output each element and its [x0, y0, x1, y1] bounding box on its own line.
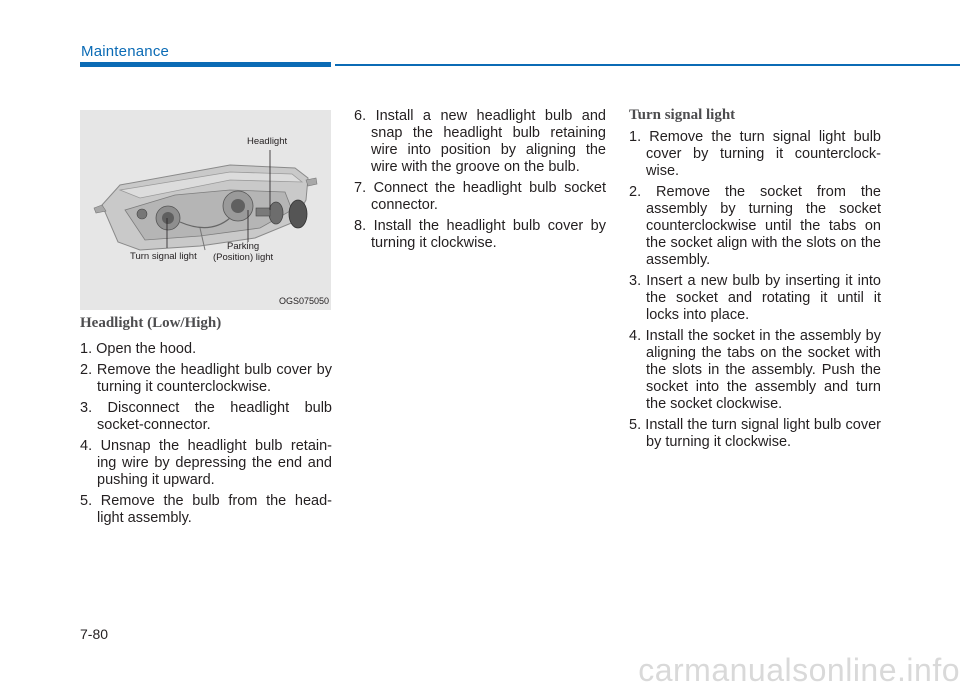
turn-signal-steps	[629, 129, 881, 455]
headlight-figure	[80, 110, 331, 310]
page-number: 7-80	[80, 626, 109, 642]
headlight-steps-col1	[80, 341, 332, 531]
turn-signal-section-title: Turn signal light	[629, 107, 736, 123]
figure-label-turn-signal: Turn signal light	[130, 251, 197, 262]
watermark: carmanualsonline.info	[638, 652, 960, 688]
list-item: 7. Connect the headlight bulb socket connector.	[354, 180, 606, 213]
list-item: 5. Install the turn signal light bulb cover by turning it clockwise.	[629, 417, 881, 450]
list-item: 1. Open the hood.	[80, 341, 197, 357]
figure-label-headlight: Headlight	[247, 136, 288, 147]
headlight-section-title: Headlight (Low/High)	[80, 315, 222, 331]
list-item: 3. Insert a new bulb by inserting it into the socket and rotating it until it locks into place.	[629, 273, 881, 323]
figure-code: OGS075050	[278, 296, 329, 306]
list-item: 5. Remove the bulb from the head- light assembly.	[80, 493, 332, 526]
list-item: 4. Unsnap the headlight bulb retain- ing wire by depressing the end and pushing it upward.	[80, 438, 332, 488]
list-item: 6. Install a new headlight bulb and snap the headlight bulb retaining wire into position by aligning the wire with the groove on the bulb.	[354, 108, 606, 175]
figure-label-parking-light: Parking (Position) light	[213, 241, 274, 263]
list-item: 8. Install the headlight bulb cover by turning it clockwise.	[354, 218, 606, 251]
header-rule-thin	[335, 64, 960, 66]
section-header-title: Maintenance	[81, 43, 170, 60]
list-item: 2. Remove the headlight bulb cover by turning it counterclockwise.	[80, 362, 332, 395]
list-item: 1. Remove the turn signal light bulb cover by turning it counterclock- wise.	[629, 129, 881, 179]
headlight-steps-col2	[354, 108, 606, 256]
list-item: 4. Install the socket in the assembly by aligning the tabs on the socket with the slots in the assembly. Push the socket into the assembly and turn the socket clockwise.	[629, 328, 881, 412]
headlight-assembly-illustration	[80, 110, 331, 310]
list-item: 3. Disconnect the headlight bulb socket-connector.	[80, 400, 332, 433]
header-rule-thick	[80, 62, 331, 67]
list-item: 2. Remove the socket from the assembly by turning the socket counterclockwise until the tabs on the socket align with the slots on the assembly.	[629, 184, 881, 268]
